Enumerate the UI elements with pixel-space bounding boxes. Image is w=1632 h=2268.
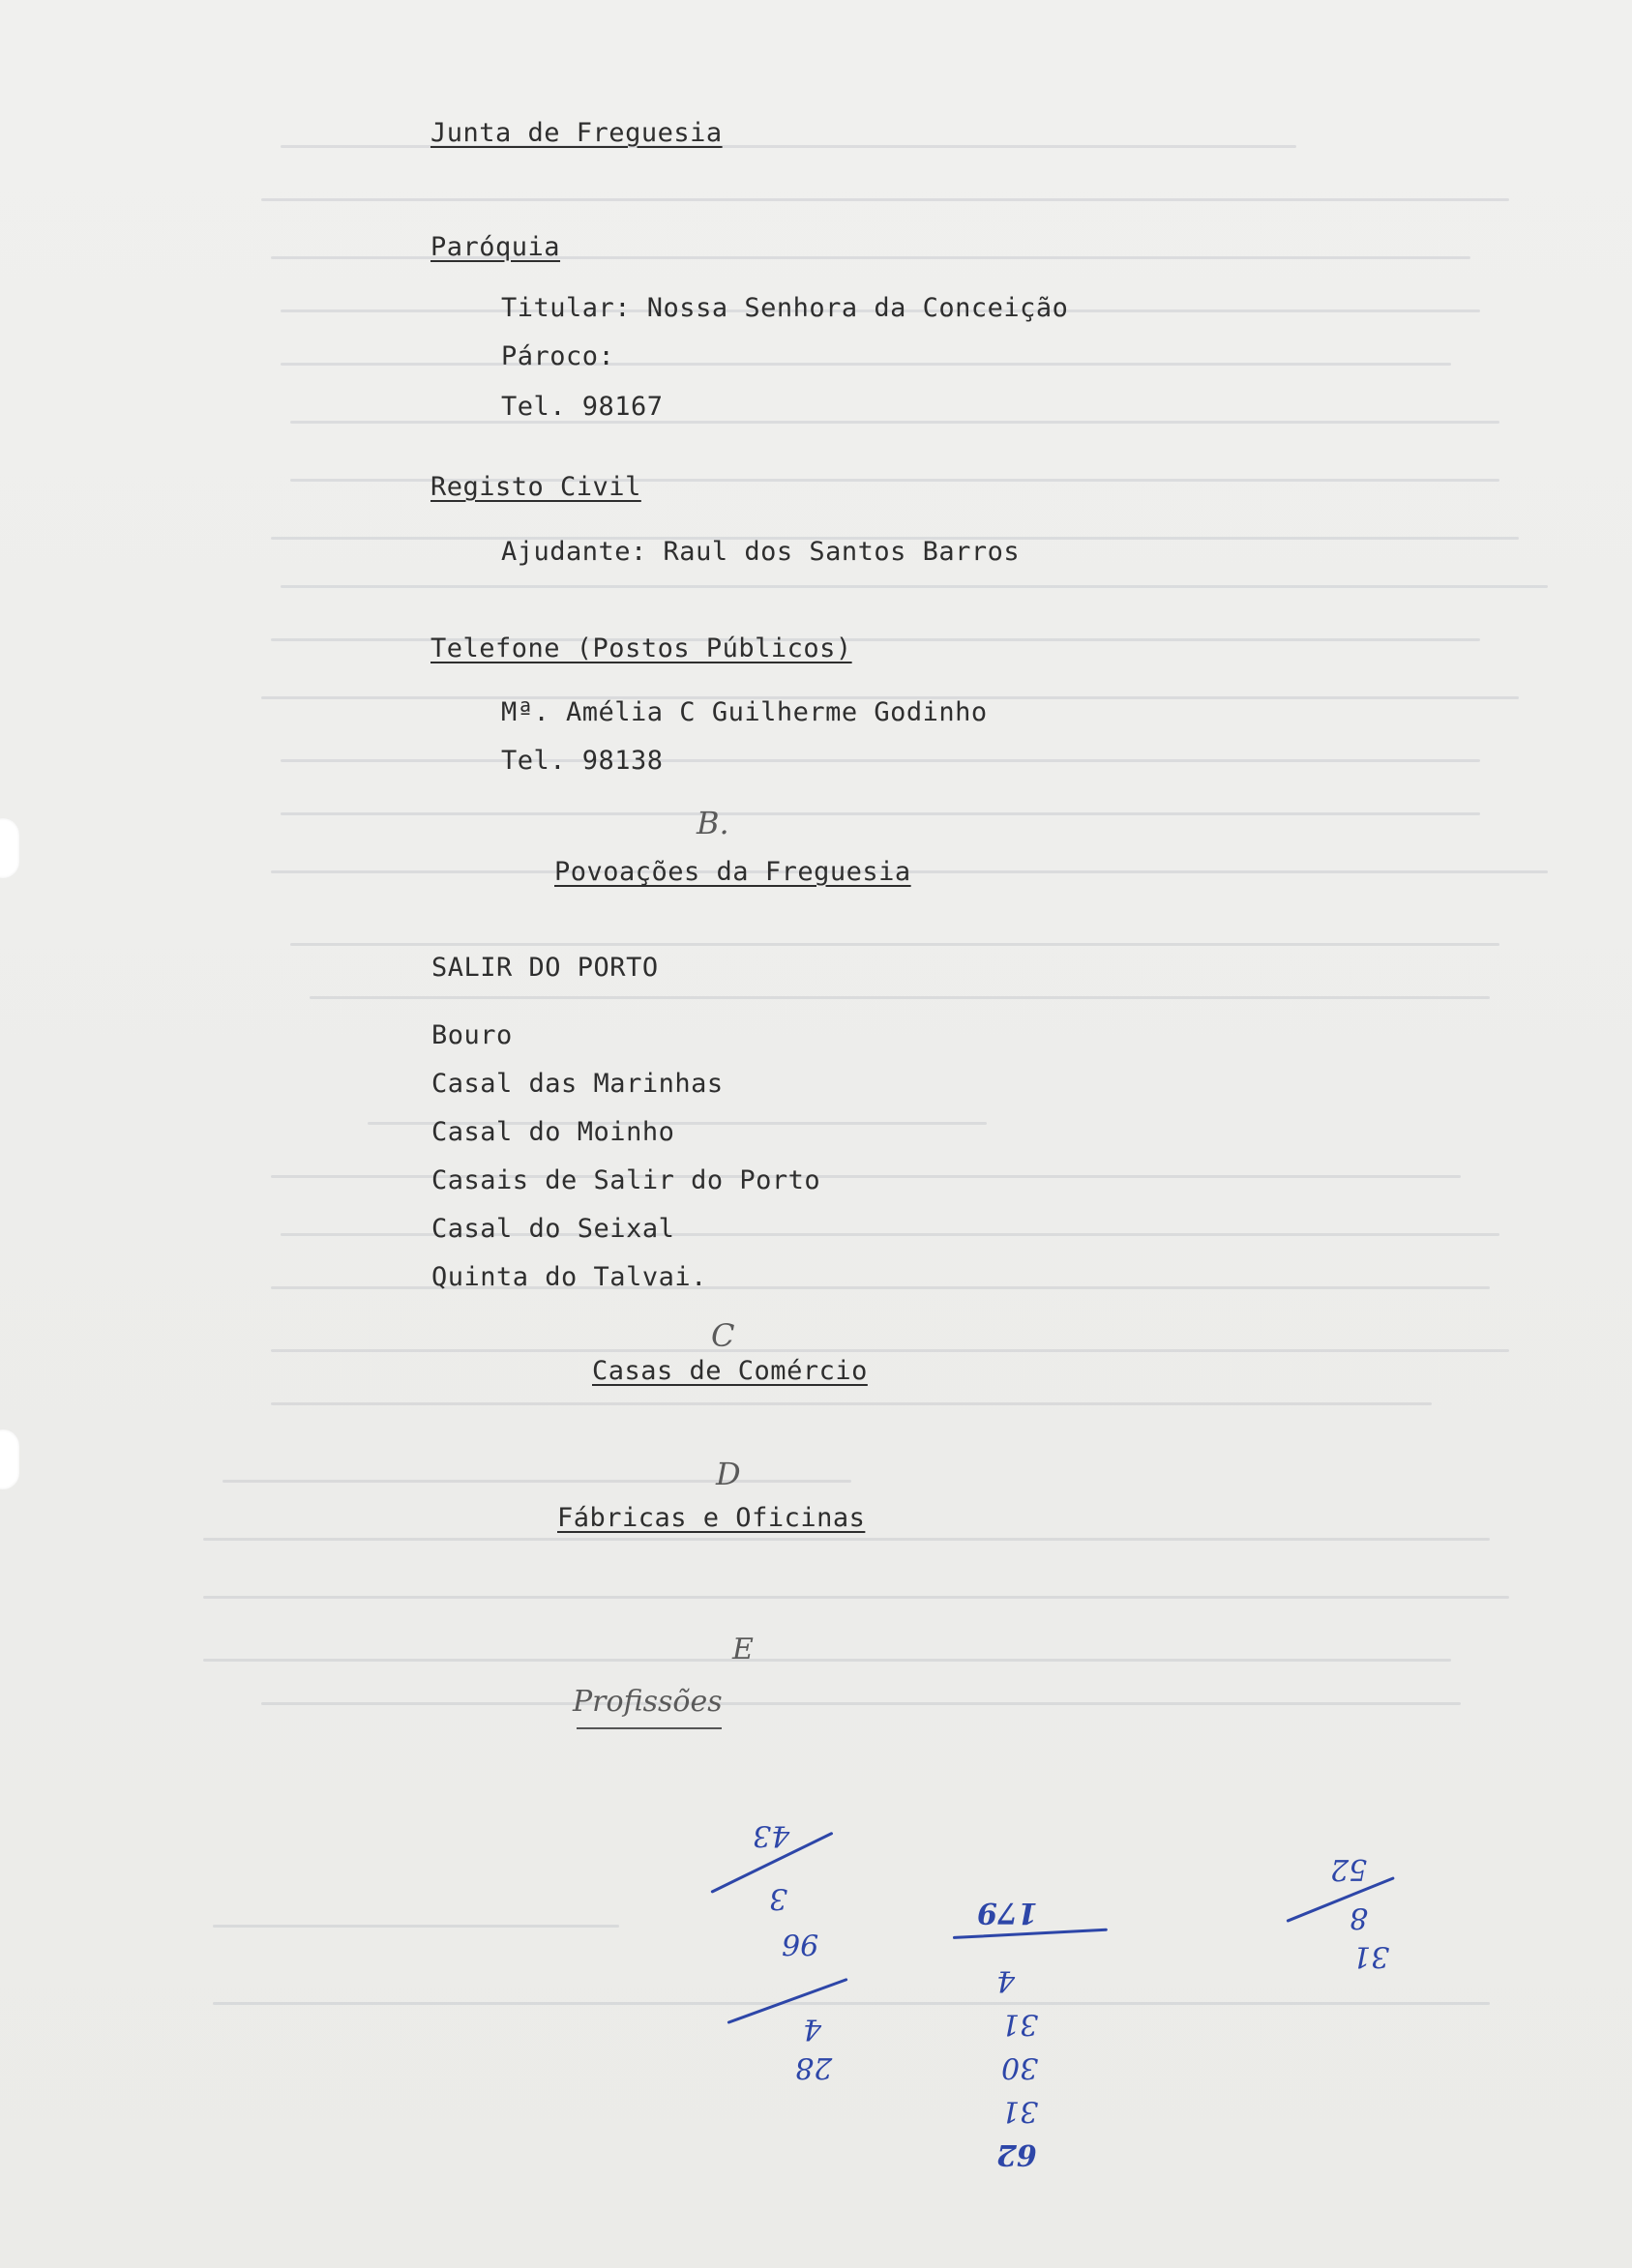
tally-number: 30 (1001, 2050, 1039, 2084)
punch-hole-bottom (0, 1429, 19, 1489)
paroquia-phone: Tel. 98167 (501, 392, 664, 422)
tally-number: 96 (782, 1927, 819, 1960)
tally-number: 43 (753, 1818, 790, 1852)
tally-number: 31 (1001, 2094, 1039, 2128)
tally-number: 31 (1001, 2007, 1039, 2041)
tally-number: 8 (1350, 1900, 1369, 1934)
povoacao-item: Casais de Salir do Porto (431, 1165, 821, 1195)
tally-stroke (953, 1929, 1108, 1939)
titular-line: Titular: Nossa Senhora da Conceição (501, 293, 1069, 323)
paroquia-heading: Paróquia (430, 232, 561, 262)
tally-number: 52 (1330, 1852, 1368, 1886)
tally-number: 3 (769, 1881, 788, 1915)
tally-number: 4 (803, 2012, 822, 2046)
telefone-phone: Tel. 98138 (501, 746, 664, 776)
paroco-line: Pároco: (501, 341, 615, 371)
povoacao-item: Casal das Marinhas (431, 1069, 724, 1099)
tally-stroke (727, 1978, 847, 2024)
povoacao-item: Casal do Seixal (431, 1214, 675, 1244)
povoacao-item: Casal do Moinho (431, 1117, 675, 1147)
povoacao-item: Quinta do Talvai. (431, 1262, 707, 1292)
junta-heading: Junta de Freguesia (430, 118, 723, 148)
registo-civil-heading: Registo Civil (430, 472, 641, 502)
profissoes-handwritten: Profissões (573, 1685, 723, 1719)
fabricas-heading: Fábricas e Oficinas (557, 1503, 866, 1533)
ajudante-line: Ajudante: Raul dos Santos Barros (501, 537, 1021, 567)
punch-hole-top (0, 818, 19, 878)
povoacao-item: SALIR DO PORTO (431, 953, 659, 983)
telefone-name: Mª. Amélia C Guilherme Godinho (501, 697, 988, 727)
povoacoes-heading: Povoações da Freguesia (554, 857, 911, 887)
telefone-heading: Telefone (Postos Públicos) (430, 633, 852, 663)
tally-number: 4 (996, 1963, 1016, 1997)
comercio-heading: Casas de Comércio (592, 1356, 868, 1386)
profissoes-underline (577, 1727, 722, 1729)
tally-number: 28 (795, 2050, 833, 2084)
section-letter-c: C (711, 1317, 735, 1354)
section-letter-e: E (732, 1633, 754, 1666)
povoacao-item: Bouro (431, 1020, 513, 1050)
section-letter-b: B. (697, 805, 729, 841)
tally-number: 31 (1352, 1939, 1390, 1973)
section-letter-d: D (716, 1456, 741, 1492)
tally-number: 62 (996, 2137, 1037, 2171)
tally-number: 179 (977, 1896, 1038, 1929)
